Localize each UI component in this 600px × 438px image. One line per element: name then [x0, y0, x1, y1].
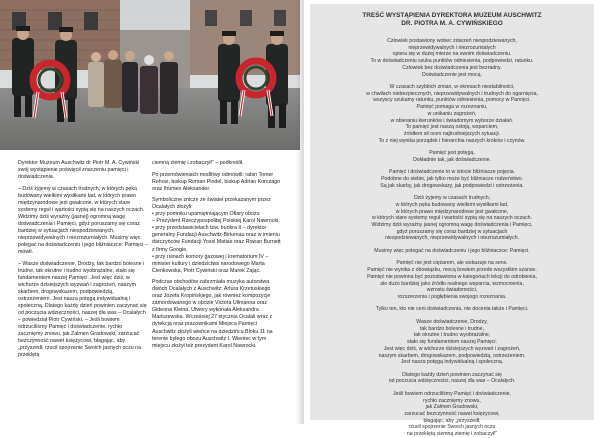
speech-stanza: Pamięć i doświadczenie to w istocie bliźniacze pojęcia. Podobne do siebie, jak tylko może być bliźniacze rodzeństwo. Są jak skarby, jak drogowskazy, jak podpowiedzi i ostrzeżenia. — [380, 169, 524, 189]
article-paragraph: – Wasze doświadczenie, Drodzy, tak bardzo bolesne i trudne, tak okrutne i trudno wyobrażalne, stało się fundamentem naszej Pamięci. Jest więc dziś, w wichurze dzisiejszych wyzwań i zagrożeń, naszym skarbem, drogowskazem, podpowiedzią, ostrzeżeniem. Jest nasza potęgą indywidualną i społeczną. Dlatego każdy dzień powinien zaczynać się od poczucia wdzięczności, naszej dla was – Ocalałych – powiedział Piotr Cywiński. – Jeśli bowiem odrzuciliśmy Pamięć i doświadczenie, rychło zacznięmy znowu, jak Zalmen Gradowski, zarzucać bezczynność nawet księżycowi, błagając, aby „przyszedł, rzucił spojrzenie Swoich jasnych oczu na przeklętą — [18, 260, 147, 359]
speech-title — [310, 12, 594, 28]
speech-stanza: Jeśli bowiem odrzuciliśmy Pamięć i doświadczenie, rychło zacznięmy znowu, jak Zalmen Gradowski, zarzucać bezczynność nawet księżycowi, błagając, aby „przyszedł, rzucił spojrzenie Swoich jasnych oczu na przeklętą ciemną ziemię i zobaczył!” — [393, 390, 511, 438]
article-paragraph: Dyrektor Muzeum Auschwitz dr Piotr M. A. Cywiński swój wystąpienie poświęcił znaczeniu pamięci i doświadczenia. — [18, 160, 140, 181]
ceremony-photo — [0, 0, 300, 150]
speech-stanza: Musimy więc polegać na doświadczeniu i jego bliźniaczce: Pamięci. — [374, 247, 530, 254]
speech-stanza: Tylko ten, kto nie ceni doświadczenia, nie docenia także i Pamięci. — [375, 306, 529, 313]
speech-panel — [310, 4, 594, 438]
speech-stanza: W czasach szybkich zmian, w okresach niestabilności, w chwilach niebezpiecznych, nieprzewidywalnych i trudnych do ogarnięcia, wszyscy szukamy ratunku, punktów odniesienia, pomocy w Pamięci. Pamięć pomaga w rozeznaniu, w unikaniu zagrożeń, w obieraniu kierunków i świadomym wyborze działań. To pamięć jest naszą ostoją, wsparciem, źródłem sił ocen najtrudniejszych sytuacji. To z niej wynika porządek i hierarchia naszych kroków i czynów. — [366, 84, 538, 144]
article-paragraph: – Dziś żyjemy w czasach trudnych, w których pęka budowany wielkimi wysiłkami ład, w których prawo międzynarodowe jest gwałcone, w których stare systemy reguł i wartości sypią się na naszych oczach. Widzimy dziś wyraźny (jasnej) ogromną wagę doświadczenia i Pamięci, gdyż poruszamy się coraz bardziej w sytuacjach niespodziewanych, nieprzewidywalnych i niezrozumiałych. Musimy więc polegać na doświadczeniu i jego bliźniaczce: Pamięci – mówił. — [18, 185, 148, 256]
speech-title-line-2: DR. PIOTRA M. A. CYWIŃSKIEGO — [401, 20, 503, 27]
speech-body — [322, 38, 582, 438]
article-paragraph: ciemną ziemię i zobaczył!” – podkreślił. — [152, 160, 244, 166]
speech-stanza: Dlatego każdy dzień powinien zaczynać się od poczucia wdzięczności, naszej dla was – Ocalałych. — [388, 371, 516, 385]
speech-stanza: Dziś żyjemy w czasach trudnych, w których pęka budowany wielkimi wysiłkami ład, w których prawo międzynarodowe jest gwałcone, w których stare systemy reguł i wartości sypią się na naszych oczach. Widzimy dziś wyraźny jasnej ogromną wagę doświadczenia i Pamięci, gdyż poruszamy się coraz bardziej w sytuacjach niespodziewanych, nieprzewidywalnych i niezrozumiałych. — [371, 195, 533, 242]
left-page — [0, 0, 300, 424]
article-paragraph: Podczas obchodów zabrzmiała muzyka autorstwa dwóch Ocalałych z Auschwitz: Artura Krzetuskiego oraz Józefa Kropińskiego, jak również kompozycje zamordowanego w obozie Victora Ullmanna oraz Gideona Kleina. Utwory wykonała Aleksandra Mariszewska. Wcześniej 27 stycznia Ocalali wraz z dyrekcją oraz pracownikami Miejsca Pamięci Auschwitz złożyli wieńce na dziedzińcu Bloku 11 na terenie byłego obozu Auschwitz I. Wieniec w tym miejscu złożył też prezydent Karol Nawrocki. — [152, 279, 273, 349]
speech-stanza: Pamięć jest potęgą. Dokładnie tak, jak doświadczenie. — [413, 150, 491, 163]
speech-stanza: Człowiek postawiony wobec zdarzeń niespodziewanych, nieprzewidywalnych i niezrozumiałych opiera się w dużej mierze na swoim doświadczeniu. To w doświadczeniu szuka punktów odniesienia, podpowiedzi, ratunku. Człowiek bez doświadczenia jest bezradny. Doświadczenie jest mocą. — [370, 38, 534, 78]
ceremony-photo-graphic — [0, 0, 300, 150]
speech-stanza: Wasze doświadczenie, Drodzy, tak bardzo bolesne i trudne, tak okrutne i trudno wyobrażalne, stało się fundamentem naszej Pamięci. Jest więc dziś, w wichurze dzisiejszych wyzwań i zagrożeń, naszym skarbem, drogowskazem, podpowiedzią, ostrzeżeniem. Jest nasza potęgą indywidualną i społeczną. — [378, 318, 526, 366]
speech-title-line-1: TREŚĆ WYSTĄPIENIA DYREKTORA MUZEUM AUSCHWITZ — [362, 12, 542, 19]
article-column-2 — [152, 160, 282, 420]
article-paragraph: Symboliczne znicze ze świateł przekazanym przez Ocalałych złożyli: • przy pomniku upamiętniającym Ofiary obozu – Prezydent Rzeczypospolitej Polskiej Karol Nawrocki, • przy przedstawicielach tzw. bunkra II – dyrektor generalny Fundacji Auschwitz-Birkenau oraz w imieniu darczyńców Fundacji Yossi Matias oraz Rowan Burnett z firmy Google, • przy ruinach komory gazowej i krematorium IV – minister kultury i dziedzictwa narodowego Marta Cienkowska, Piotr Cywiński oraz Marek Zając. — [152, 197, 281, 274]
article-column-1 — [18, 160, 148, 420]
article-paragraph: Po przemówieniach modlitwy odmówili: rabin Tomer Rehovi, biskup Roman Pindel, biskup Adrian Korczago oraz Ihumen Aleksander. — [152, 171, 281, 192]
speech-stanza: Pamięć nie jest ciężarem, ale wskazuje na sens. Pamięć nie wynika z obowiązku, mocą bowiem przede wszystkim szanse. Pamięć nie powinna być pozostawiona w kategoriach lekcji do odrobienia, ale dużo bardziej jako źródło realnego wsparcia, wzmocnienia, wzrostu świadomości, rozszerzenia i pogłębienia swojego rozeznania. — [367, 260, 537, 300]
right-page — [304, 0, 600, 438]
